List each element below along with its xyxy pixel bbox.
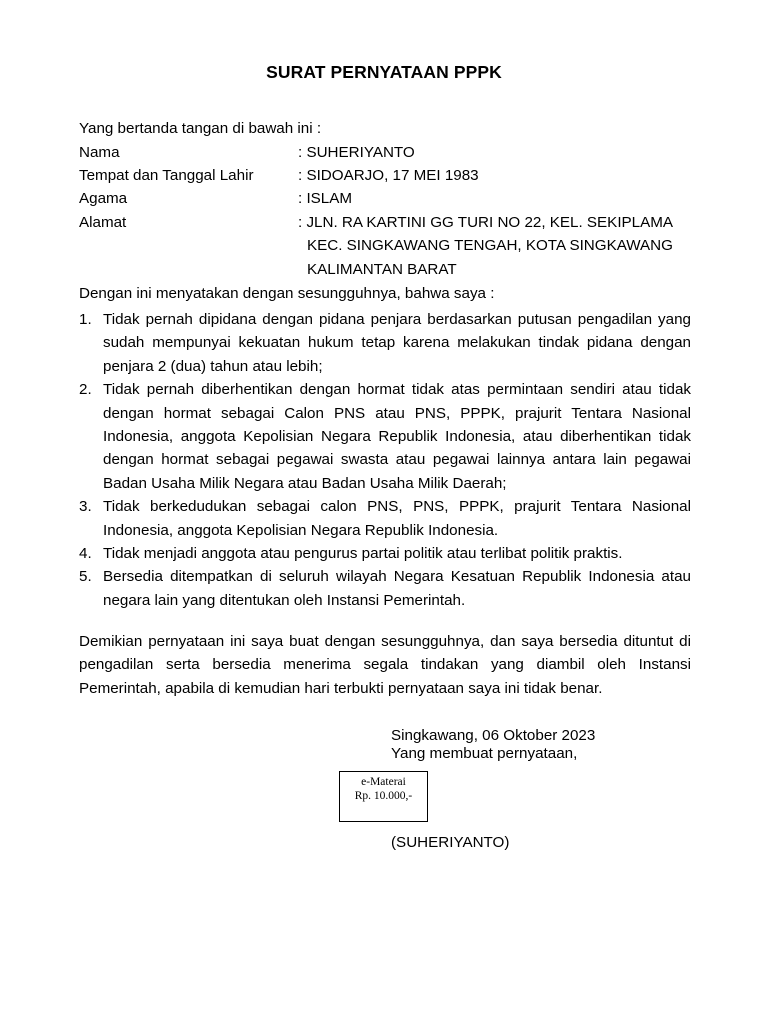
field-value: : ISLAM [298,190,353,207]
list-number: 3. [79,498,92,516]
list-item-line: negara lain yang ditentukan oleh Instansi Pemerintah. [103,591,466,609]
field-label: Tempat dan Tanggal Lahir [79,167,254,184]
intro-text: Yang bertanda tangan di bawah ini : [79,120,322,137]
field-label: Agama [79,190,128,207]
list-item-line: dengan hormat sebagai Calon PNS atau PNS, PPPK, prajurit Tentara Nasional [103,404,691,422]
address-line-3: KALIMANTAN BARAT [307,261,457,278]
address-line-2: KEC. SINGKAWANG TENGAH, KOTA SINGKAWANG [307,237,673,254]
list-item [79,565,691,612]
list-item-line: dengan hormat sebagai pegawai swasta atau pegawai lainnya antara lain pegawai [103,451,691,469]
closing-line: Pemerintah, apabila di kemudian hari terbukti pernyataan saya ini tidak benar. [79,679,603,697]
field-label: Alamat [79,214,127,231]
list-item-line: Tidak pernah dipidana dengan pidana penjara berdasarkan putusan pengadilan yang [103,311,691,328]
list-item-line: Indonesia, anggota Kepolisian Negara Republik Indonesia. [103,521,499,539]
declaration-intro: Dengan ini menyatakan dengan sesungguhnya, bahwa saya : [79,285,495,302]
field-label: Nama [79,144,120,161]
field-value: : SIDOARJO, 17 MEI 1983 [298,167,479,184]
list-item-line: Tidak pernah diberhentikan dengan hormat tidak atas permintaan sendiri atau tidak [103,381,691,399]
e-materai-stamp [339,771,428,822]
list-item-line: sudah mempunyai kekuatan hukum tetap karena melakukan tindak pidana dengan [103,334,691,352]
closing-paragraph [79,630,691,700]
maker-label: Yang membuat pernyataan, [391,745,578,762]
list-number: 5. [79,568,92,586]
stamp-title: e-Materai [361,776,406,788]
declaration-list [79,308,691,612]
field-value: : JLN. RA KARTINI GG TURI NO 22, KEL. SEKIPLAMA [298,214,674,231]
stamp-amount: Rp. 10.000,- [354,790,413,802]
list-item-line: Bersedia ditempatkan di seluruh wilayah Negara Kesatuan Republik Indonesia atau [103,568,691,586]
list-item [79,495,691,542]
place-date: Singkawang, 06 Oktober 2023 [391,727,596,744]
list-number: 1. [79,311,92,328]
list-item [79,378,691,495]
list-item [79,308,691,378]
list-item-line: Tidak berkedudukan sebagai calon PNS, PNS, PPPK, prajurit Tentara Nasional [103,498,691,516]
field-value: : SUHERIYANTO [298,144,415,161]
page-title: SURAT PERNYATAAN PPPK [266,62,502,82]
list-item-line: Badan Usaha Milik Negara atau Badan Usaha Milik Daerah; [103,474,507,492]
closing-line: Demikian pernyataan ini saya buat dengan sesungguhnya, dan saya bersedia dituntut di [79,633,691,650]
list-item [79,542,691,565]
list-item-line: penjara 2 (dua) tahun atau lebih; [103,357,323,375]
list-item-line: Indonesia, anggota Kepolisian Negara Republik Indonesia, atau diberhentikan tidak [103,428,691,446]
closing-line: pengadilan serta bersedia menerima segala tindakan yang diambil oleh Instansi [79,656,691,674]
list-item-line: Tidak menjadi anggota atau pengurus partai politik atau terlibat politik praktis. [103,545,623,563]
list-number: 2. [79,381,92,399]
list-number: 4. [79,545,92,563]
signer-name: (SUHERIYANTO) [391,834,510,851]
